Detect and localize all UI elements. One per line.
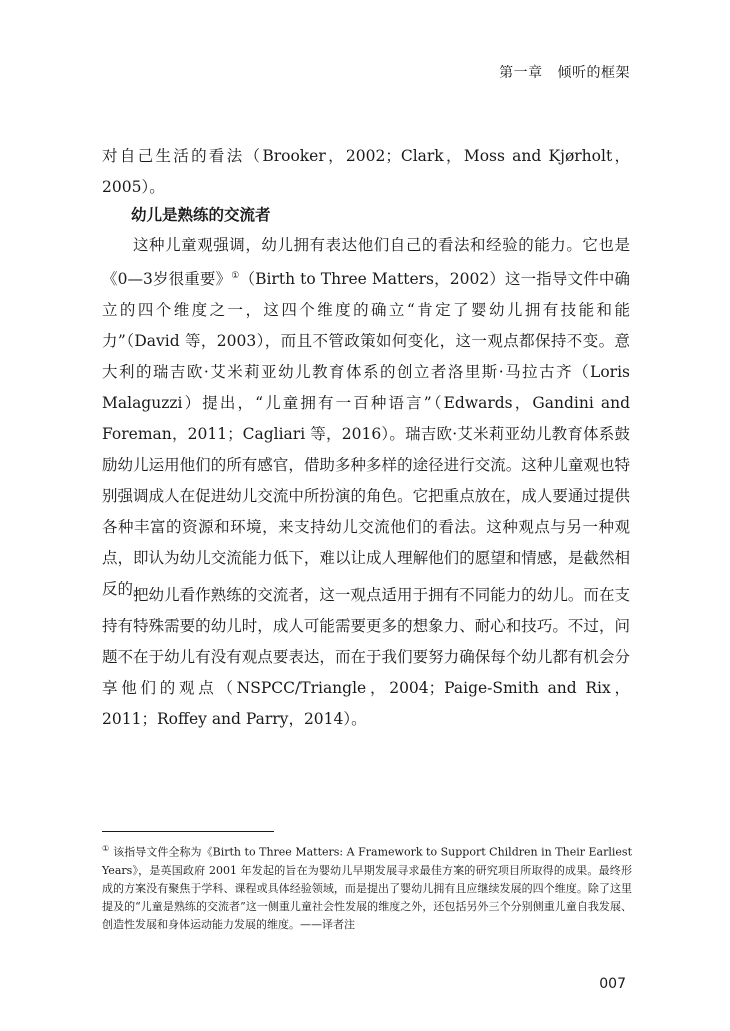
- chapter-label: 第一章: [499, 65, 543, 81]
- paragraph-2: 把幼儿看作熟练的交流者，这一观点适用于拥有不同能力的幼儿。而在支持有特殊需要的幼儿时，成人可能需要更多的想象力、耐心和技巧。不过，问题不在于幼儿有没有观点要表达，而在于我们要努力确保每个幼儿都有机会分享他们的观点（NSPCC/Triangle，2004；Paige-Smith and Rix，2011；Roffey and Parry，2014）。: [102, 586, 630, 728]
- footnote-reference[interactable]: ①: [231, 271, 240, 281]
- paragraph-1-text-a: 这种儿童观强调，幼儿拥有表达他们自己的看法和经验的能力。它也是《0—3岁很重要》: [102, 236, 630, 289]
- footnote-divider: [102, 831, 274, 832]
- footnote-mark: ①: [102, 844, 110, 853]
- footnote: [102, 840, 632, 934]
- paragraph-1-text-b: （Birth to Three Matters，2002）这一指导文件中确立的四个维度之一，这四个维度的确立“肯定了婴幼儿拥有技能和能力”（David 等，2003），而且不管政策如何变化，这一观点都保持不变。意大利的瑞吉欧·艾米莉亚幼儿教育体系的创立者洛里斯·马拉古齐（Loris Malaguzzi）提出，“儿童拥有一百种语言”（Edwards，Gandini and Foreman，2011；Cagliari 等，2016）。瑞吉欧·艾米莉亚幼儿教育体系鼓励幼儿运用他们的所有感官，借助多种多样的途径进行交流。这种儿童观也特别强调成人在促进幼儿交流中所扮演的角色。它把重点放在，成人要通过提供各种丰富的资源和环境，来支持幼儿交流他们的看法。这种观点与另一种观点，即认为幼儿交流能力低下，难以让成人理解他们的愿望和情感，是截然相反的。: [102, 270, 630, 599]
- running-header: [499, 62, 630, 82]
- paragraph-1: [102, 230, 630, 605]
- chapter-title: 倾听的框架: [557, 65, 630, 81]
- page-number: 007: [599, 976, 626, 992]
- section-heading: 幼儿是熟练的交流者: [131, 206, 271, 224]
- footnote-text: 该指导文件全称为《Birth to Three Matters: A Framework to Support Children in Their Earliest Years》，是英国政府 2001 年发起的旨在为婴幼儿早期发展寻求最佳方案的研究项目所取得的成果。最终形成的方案没有聚焦于学科、课程或具体经验领域，而是提出了婴幼儿拥有且应继续发展的四个维度。除了这里提及的“儿童是熟练的交流者”这一侧重儿童社会性发展的维度之外，还包括另外三个分别侧重儿童自我发展、创造性发展和身体运动能力发展的维度。——译者注: [102, 845, 632, 931]
- paragraph-continued: 对自己生活的看法（Brooker，2002；Clark，Moss and Kjørholt，2005）。: [102, 147, 630, 196]
